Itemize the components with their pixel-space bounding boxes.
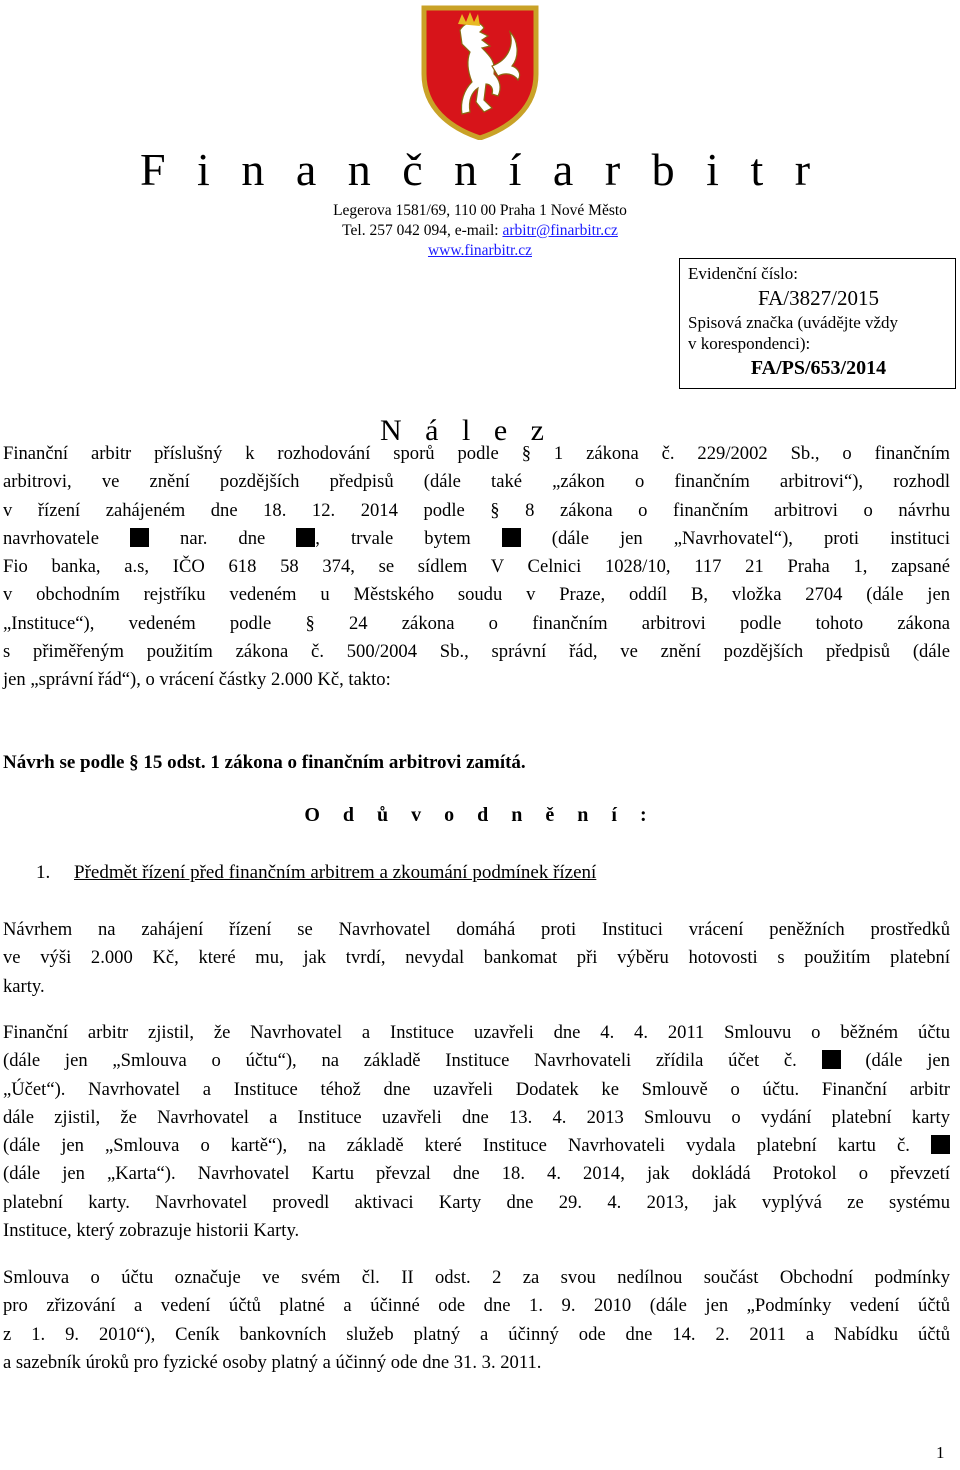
evidence-number-label: Evidenční číslo: [688, 264, 799, 283]
text-fragment: (dále jen „Smlouva o účtu“), na základě Instituce Navrhovateli zřídila účet č. [3, 1050, 822, 1072]
redaction-box [931, 1135, 950, 1154]
text-fragment: navrhovatele [3, 527, 131, 549]
contact-line [240, 221, 720, 241]
text-fragment: (dále jen [840, 1050, 950, 1072]
text-line: z 1. 9. 2010“), Ceník bankovních služeb platný a účinný ode dne 14. 2. 2011 a Nabídku účtů [3, 1323, 950, 1345]
text-line: Finanční arbitr zjistil, že Navrhovatel a Instituce uzavřeli dne 4. 4. 2011 Smlouvu o běžném účtu [3, 1022, 950, 1043]
text-fragment: nar. dne [149, 527, 297, 549]
verdict: Návrh se podle § 15 odst. 1 zákona o finančním arbitrovi zamítá. [3, 752, 526, 773]
text-line-with-redactions [3, 1132, 950, 1160]
paragraph-3 [3, 1264, 950, 1377]
heading-nalez: N á l e z [380, 414, 552, 447]
text-line: „Účet“). Navrhovatel a Instituce téhož dne uzavřeli Dodatek ke Smlouvě o účtu. Finanční arbitr [3, 1078, 950, 1100]
text-line: Fio banka, a.s, IČO 618 58 374, se sídlem V Celnici 1028/10, 117 21 Praha 1, zapsané [3, 556, 950, 578]
text-line: Smlouva o účtu označuje ve svém čl. II odst. 2 za svou nedílnou součást Obchodní podmínky [3, 1267, 950, 1288]
page-number: 1 [936, 1443, 945, 1462]
paragraph-1 [3, 916, 950, 1001]
paragraph-2 [3, 1019, 950, 1245]
text-line: (dále jen „Karta“). Navrhovatel Kartu převzal dne 18. 4. 2014, jak dokládá Protokol o převzetí [3, 1163, 950, 1185]
text-line: ve výši 2.000 Kč, které mu, jak tvrdí, nevydal bankomat při výběru hotovosti s použitím platební [3, 947, 950, 969]
intro-paragraph [3, 440, 950, 695]
website-line [240, 241, 720, 261]
redaction-box [130, 528, 149, 547]
czech-lion-coat-of-arms-icon [418, 4, 542, 140]
text-fragment: (dále jen „Smlouva o kartě“), na základě které Instituce Navrhovateli vydala platební kartu č. [3, 1135, 931, 1157]
text-line: a sazebník úroků pro fyzické osoby platný a účinný ode dne 31. 3. 2011. [3, 1351, 542, 1373]
evidence-box [679, 258, 956, 389]
file-mark-number: FA/PS/653/2014 [750, 357, 887, 379]
document-title: F i n a n č n í a r b i t r [139, 144, 821, 195]
section-number: 1. [36, 862, 51, 883]
text-line: jen „správní řád“), o vrácení částky 2.000 Kč, takto: [3, 669, 391, 691]
redaction-box [822, 1050, 841, 1069]
text-line: Návrhem na zahájení řízení se Navrhovatel domáhá proti Instituci vrácení peněžních prostředků [3, 919, 950, 940]
text-line: Instituce, který zobrazuje historii Karty. [3, 1220, 300, 1242]
text-line: s přiměřeným použitím zákona č. 500/2004 Sb., správní řád, ve znění pozdějších předpisů (dále [3, 641, 950, 663]
redaction-box [296, 528, 315, 547]
text-fragment: (dále jen „Navrhovatel“), proti instituci [520, 527, 950, 549]
text-fragment: , trvale bytem [315, 527, 502, 549]
heading-oduvodneni: O d ů v o d n ě n í : [304, 804, 656, 826]
text-line: arbitrovi, ve znění pozdějších předpisů (dále také „zákon o finančním arbitrovi“), rozhodl [3, 471, 950, 493]
text-line: Finanční arbitr příslušný k rozhodování sporů podle § 1 zákona č. 229/2002 Sb., o finančním [3, 443, 950, 464]
text-line: v obchodním rejstříku vedeném u Městského soudu v Praze, oddíl B, vložka 2704 (dále jen [3, 584, 950, 606]
file-mark-label-1: Spisová značka (uvádějte vždy [688, 313, 899, 332]
text-line: dále zjistil, že Navrhovatel a Instituce uzavřeli dne 13. 4. 2013 Smlouvu o vydání platební karty [3, 1106, 950, 1128]
text-line: platební karty. Navrhovatel provedl aktivaci Karty dne 29. 4. 2013, jak vyplývá ze systému [3, 1191, 950, 1213]
text-line-with-redactions [3, 1047, 950, 1075]
phone-text: Tel. 257 042 094, e-mail: [342, 222, 503, 239]
text-line: „Instituce“), vedeném podle § 24 zákona o finančním arbitrovi podle tohoto zákona [3, 612, 950, 634]
address-line: Legerova 1581/69, 110 00 Praha 1 Nové Město [333, 202, 627, 219]
text-line-with-redactions [3, 525, 950, 553]
email-link[interactable]: arbitr@finarbitr.cz [502, 222, 618, 239]
redaction-box [502, 528, 521, 547]
evidence-number: FA/3827/2015 [758, 286, 879, 310]
file-mark-label-2: v korespondenci): [688, 334, 811, 353]
section-title: Předmět řízení před finančním arbitrem a zkoumání podmínek řízení [74, 862, 597, 883]
text-line: v řízení zahájeném dne 18. 12. 2014 podle § 8 zákona o finančním arbitrovi o návrhu [3, 499, 950, 521]
text-line: karty. [3, 975, 45, 997]
text-line: pro zřizování a vedení účtů platné a účinné ode dne 1. 9. 2010 (dále jen „Podmínky vedení účtů [3, 1295, 950, 1317]
website-link[interactable]: www.finarbitr.cz [427, 242, 532, 259]
